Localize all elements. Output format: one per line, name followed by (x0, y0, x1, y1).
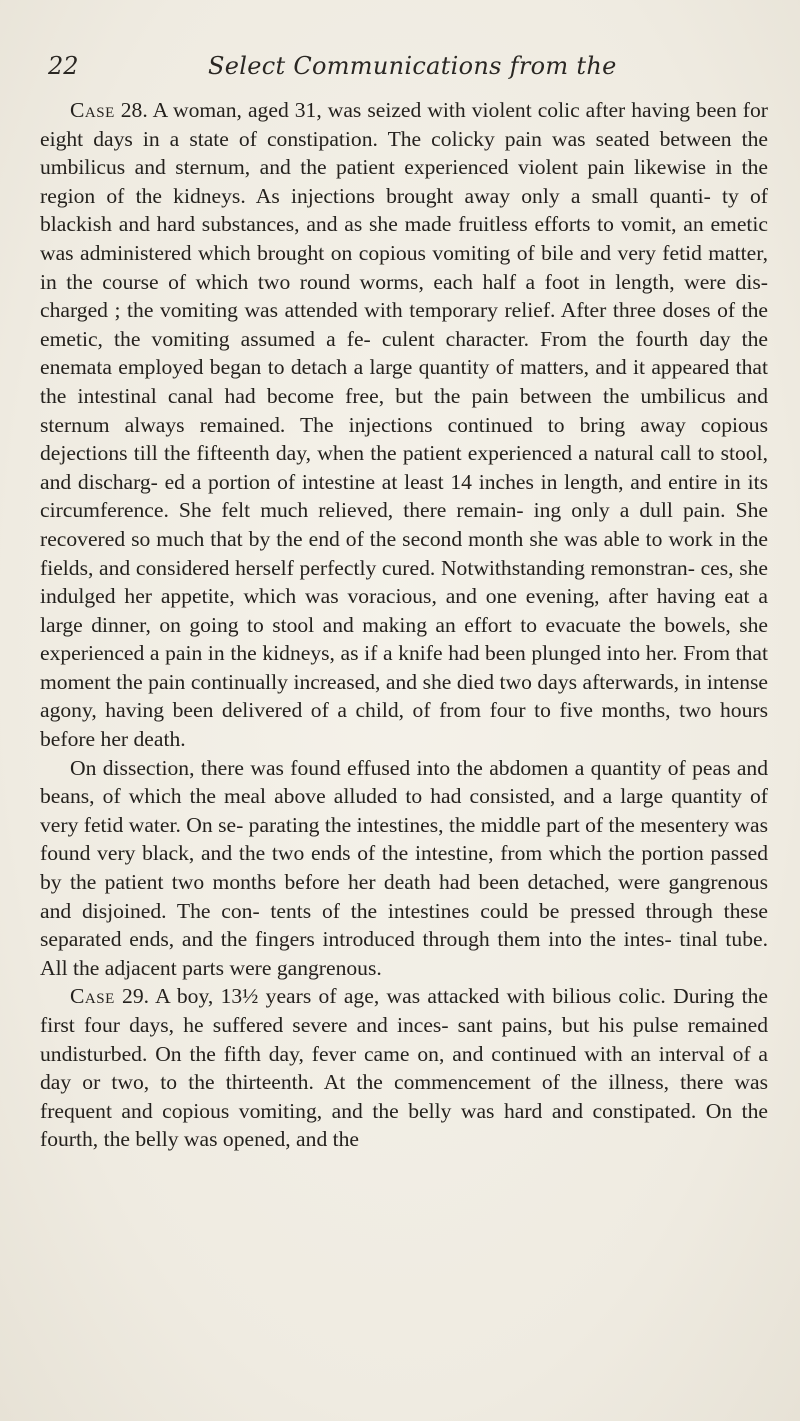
case-label: Case (70, 984, 115, 1009)
page-header (48, 52, 778, 86)
paragraph-text: On dissection, there was found effused into the abdomen a quantity of peas and beans, of which the meal above alluded to had consisted, and a large quantity of very fetid water. On se- parating the intestines, the middle part of the mesentery was found very black, and the two ends of the intestine, from which the portion passed by the patient two months before her death had been detached, were gangrenous and disjoined. The con- tents of the intestines could be pressed through these separated ends, and the fingers introduced through them into the intes- tinal tube. All the adjacent parts were gangrenous. (40, 755, 768, 980)
page-number: 22 (48, 52, 79, 80)
paragraph-text: 29. A boy, 13½ years of age, was attacked with bilious colic. During the first four days, he suffered severe and inces- sant pains, but his pulse remained undisturbed. On the fifth day, fever came on, and continued with an interval of a day or two, to the thirteenth. At the commencement of the illness, there was frequent and copious vomiting, and the belly was hard and constipated. On the fourth, the belly was opened, and the (40, 984, 768, 1152)
paragraph-case-29 (40, 982, 768, 1154)
paragraph-text: 28. A woman, aged 31, was seized with violent colic after having been for eight days in a state of constipation. The colicky pain was seated between the umbilicus and sternum, and the patient experienced violent pain likewise in the region of the kidneys. As injections brought away only a small quanti- ty of blackish and hard substances, and as she made fruitless efforts to vomit, an emetic was administered which brought on copious vomiting of bile and very fetid matter, in the course of which two round worms, each half a foot in length, were dis- charged ; the vomiting was attended with temporary relief. After three doses of the emetic, the vomiting assumed a fe- culent character. From the fourth day the enemata employed began to detach a large quantity of matters, and it appeared that the intestinal canal had become free, but the pain between the umbilicus and sternum always remained. The injections continued to bring away copious dejections till the fifteenth day, when the patient experienced a natural call to stool, and discharg- ed a portion of intestine at least 14 inches in length, and entire in its circumference. She felt much relieved, there remain- ing only a dull pain. She recovered so much that by the end of the second month she was able to work in the fields, and considered herself perfectly cured. Notwithstanding remonstran- ces, she indulged her appetite, which was voracious, and one evening, after having eat a large dinner, on going to stool and making an effort to evacuate the bowels, she experienced a pain in the kidneys, as if a knife had been plunged into her. From that moment the pain continually increased, and she died two days afterwards, in intense agony, having been delivered of a child, of from four to five months, two hours before her death. (40, 98, 768, 752)
paragraph-case-28 (40, 96, 768, 754)
case-label: Case (70, 98, 115, 122)
paragraph-dissection (40, 754, 768, 983)
running-title: Select Communications from the (208, 52, 617, 80)
body-text (40, 96, 768, 1154)
